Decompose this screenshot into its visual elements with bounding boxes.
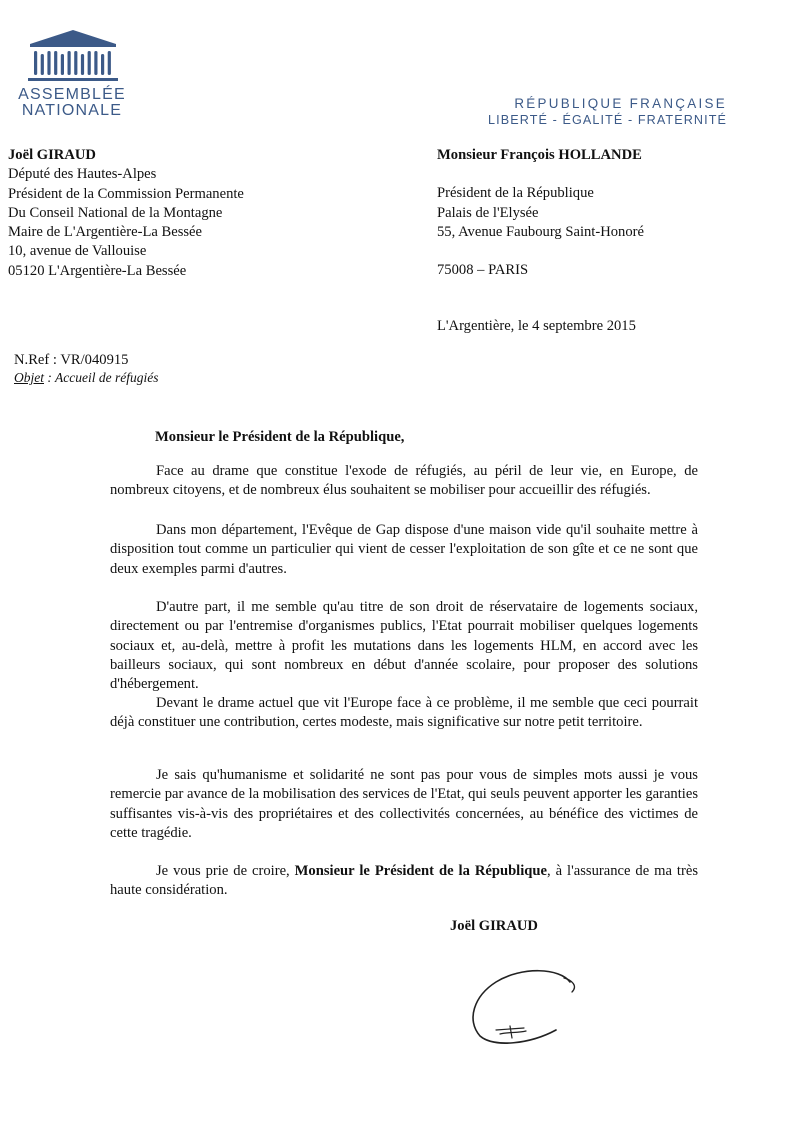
sender-line: Du Conseil National de la Montagne: [8, 204, 223, 221]
reference-block: [14, 351, 158, 387]
assemblee-nationale-building-icon: [26, 28, 120, 84]
republic-motto: LIBERTÉ - ÉGALITÉ - FRATERNITÉ: [488, 113, 727, 127]
sender-line: Député des Hautes-Alpes: [8, 166, 157, 183]
republic-header: [488, 95, 727, 128]
closing-bold: Monsieur le Président de la République: [294, 863, 548, 879]
recipient-city: 75008 – PARIS: [437, 262, 529, 279]
closing-paragraph: [110, 862, 698, 901]
recipient-line: 55, Avenue Faubourg Saint-Honoré: [437, 223, 644, 240]
sender-line: Président de la Commission Permanente: [8, 185, 244, 202]
recipient-line: Président de la République: [437, 185, 594, 202]
assemblee-logo: [18, 28, 128, 119]
recipient-block: [437, 146, 644, 280]
body-paragraph: Dans mon département, l'Evêque de Gap dispose d'une maison vide qu'il souhaite mettre à disposition tout comme un particulier qui vient de cesser l'exploitation de son gîte et ce ne sont que deux exemples parmi d'autres.: [110, 522, 698, 577]
body-paragraph: Je sais qu'humanisme et solidarité ne sont pas pour vous de simples mots aussi je vous remercie par avance de la mobilisation des services de l'Etat, qui seuls peuvent apporter les garanties suffisantes vis-à-vis des propriétaires et des collectivités concernées, au bénéfice des victimes de cette tragédie.: [110, 767, 698, 841]
logo-line-1: ASSEMBLÉE: [18, 86, 126, 103]
object-label: Objet: [14, 370, 44, 385]
republic-title: RÉPUBLIQUE FRANÇAISE: [514, 96, 727, 111]
sender-name: Joël GIRAUD: [8, 147, 96, 163]
reference-number: N.Ref : VR/040915: [14, 352, 129, 368]
closing-before: Je vous prie de croire,: [156, 863, 295, 879]
salutation: Monsieur le Président de la République,: [155, 429, 405, 445]
closing-after: , à l'assurance de ma très haute considération.: [110, 863, 699, 899]
recipient-line: Palais de l'Elysée: [437, 204, 539, 221]
object-line: [14, 369, 158, 387]
sender-line: 05120 L'Argentière-La Bessée: [8, 262, 187, 279]
handwritten-signature: [460, 960, 590, 1050]
body-paragraph: D'autre part, il me semble qu'au titre de son droit de réservataire de logements sociaux, directement ou par l'entremise d'organismes publics, l'Etat pourrait mobiliser quelques logements sociaux et, au-delà, mettre à profit les mutations dans les logements HLM, en accord avec les bailleurs sociaux, qui sont nombreux en début d'année scolaire, pour proposer des solutions d'hébergement.: [110, 599, 698, 693]
object-value: : Accueil de réfugiés: [44, 370, 159, 385]
letter-date: L'Argentière, le 4 septembre 2015: [437, 318, 636, 334]
logo-line-2: NATIONALE: [21, 102, 123, 119]
sender-line: Maire de L'Argentière-La Bessée: [8, 224, 203, 241]
body-paragraph: Devant le drame actuel que vit l'Europe face à ce problème, il me semble que ceci pourrait déjà constituer une contribution, certes modeste, mais significative sur notre petit territoire.: [110, 695, 698, 731]
sender-line: 10, avenue de Vallouise: [8, 243, 147, 260]
signature-name: Joël GIRAUD: [450, 918, 538, 934]
recipient-name: Monsieur François HOLLANDE: [437, 147, 642, 163]
sender-block: [8, 146, 244, 281]
body-paragraph: Face au drame que constitue l'exode de réfugiés, au péril de leur vie, en Europe, de nombreux citoyens, et de nombreux élus souhaitent se mobiliser pour accueillir des réfugiés.: [110, 463, 698, 499]
